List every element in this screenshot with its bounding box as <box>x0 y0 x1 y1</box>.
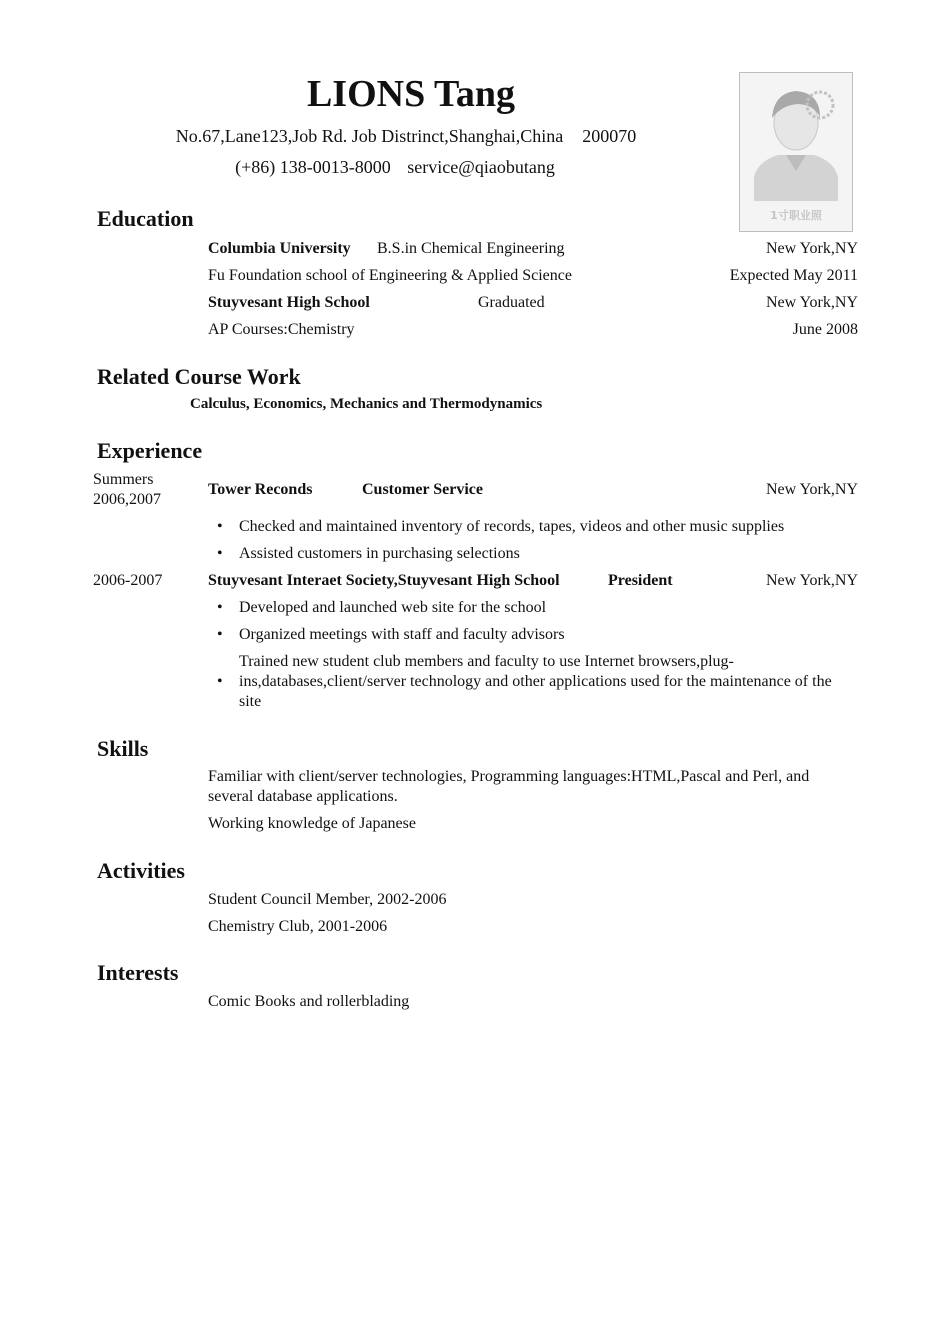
address: No.67,Lane123,Job Rd. Job Distrinct,Shanghai,China <box>175 126 564 146</box>
job-2-bullet-3: Trained new student club members and faculty to use Internet browsers,plug-ins,databases,client/server technology and other applications used for the maintenance of the site <box>239 653 832 710</box>
skill-item: Working knowledge of Japanese <box>208 815 416 832</box>
job-1-organization: Tower Reconds <box>208 481 313 498</box>
education-location-2: New York,NY <box>765 294 858 311</box>
job-2-date: 2006-2007 <box>93 572 163 589</box>
job-1-date-line-1: Summers <box>93 471 154 488</box>
contact-line <box>0 157 790 178</box>
profile-photo <box>739 72 853 232</box>
education-date-2: June 2008 <box>792 321 858 338</box>
education-detail-1: Fu Foundation school of Engineering & Applied Science <box>208 267 572 284</box>
phone: (+86) 138-0013-8000 <box>235 157 391 177</box>
section-experience-title: Experience <box>97 438 203 463</box>
bullet-icon: • <box>217 626 223 643</box>
education-school-2: Stuyvesant High School <box>208 294 370 311</box>
coursework-list: Calculus, Economics, Mechanics and Thermodynamics <box>190 396 543 412</box>
job-2-location: New York,NY <box>765 572 858 589</box>
bullet-icon: • <box>217 545 223 562</box>
education-degree-2: Graduated <box>478 294 545 311</box>
job-2-role: President <box>608 572 673 589</box>
activity-item: Chemistry Club, 2001-2006 <box>208 918 388 935</box>
job-1-bullet-2: Assisted customers in purchasing selections <box>239 545 520 562</box>
section-education-title: Education <box>97 206 194 231</box>
section-skills-title: Skills <box>97 736 149 761</box>
section-coursework-title: Related Course Work <box>97 364 301 389</box>
education-detail-2: AP Courses:Chemistry <box>208 321 355 338</box>
job-2-bullet-2: Organized meetings with staff and faculty advisors <box>239 626 565 643</box>
activity-item: Student Council Member, 2002-2006 <box>208 891 447 908</box>
bullet-icon: • <box>217 599 223 616</box>
interest-item: Comic Books and rollerblading <box>208 993 410 1010</box>
education-degree-1: B.S.in Chemical Engineering <box>377 240 565 257</box>
job-1-bullet-1: Checked and maintained inventory of records, tapes, videos and other music supplies <box>239 518 785 535</box>
address-line <box>0 126 812 147</box>
photo-caption: 1寸职业照 <box>770 209 822 222</box>
education-date-1: Expected May 2011 <box>729 267 858 284</box>
bullet-icon: • <box>217 673 223 690</box>
job-1-date-line-2: 2006,2007 <box>93 491 161 508</box>
education-location-1: New York,NY <box>765 240 858 257</box>
job-1-role: Customer Service <box>362 481 483 498</box>
education-school-1: Columbia University <box>208 240 351 257</box>
person-silhouette-icon <box>740 73 852 231</box>
email: service@qiaobutang <box>407 157 555 177</box>
bullet-icon: • <box>217 518 223 535</box>
skill-item: Familiar with client/server technologies, Programming languages:HTML,Pascal and Perl, and several database applications. <box>208 768 810 805</box>
section-interests-title: Interests <box>97 960 179 985</box>
job-1-location: New York,NY <box>765 481 858 498</box>
job-2-bullet-1: Developed and launched web site for the school <box>239 599 547 616</box>
section-activities-title: Activities <box>97 858 185 883</box>
job-2-organization: Stuyvesant Interaet Society,Stuyvesant High School <box>208 572 560 589</box>
resume-name: LIONS Tang <box>306 73 516 115</box>
postcode: 200070 <box>582 126 637 146</box>
